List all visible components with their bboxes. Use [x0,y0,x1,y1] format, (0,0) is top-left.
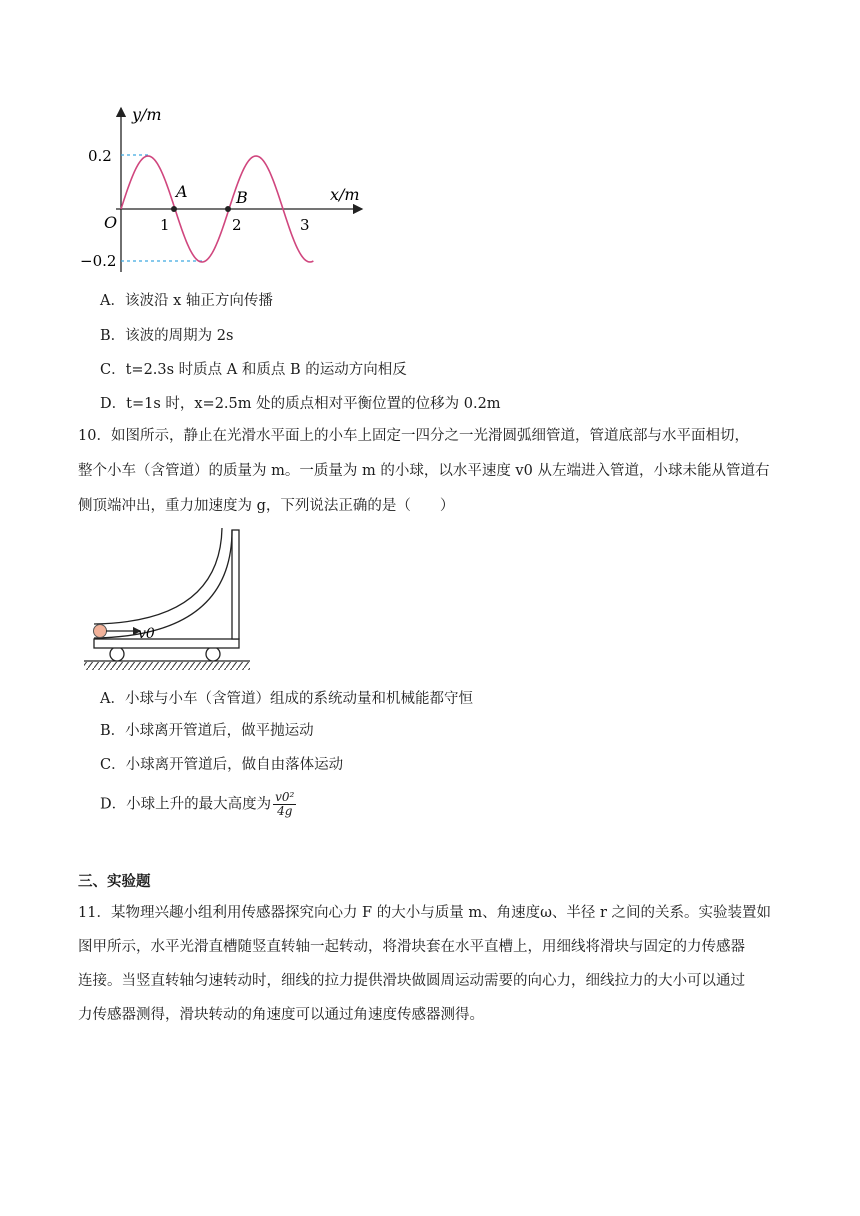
q11-line1: 11．某物理兴趣小组利用传感器探究向心力 F 的大小与质量 m、角速度ω、半径 r 之间的关系。实验装置如 [78,905,772,921]
x-tick-3: 3 [300,216,310,234]
fraction-denominator: 4g [277,804,293,818]
ball [94,625,107,638]
point-a-dot [171,206,177,212]
y-tick-top: 0.2 [88,147,112,165]
q10-option-a: A．小球与小车（含管道）组成的系统动量和机械能都守恒 [100,691,473,707]
q11-line2: 图甲所示，水平光滑直槽随竖直转轴一起转动，将滑块套在水平直槽上，用细线将滑块与固定的力传感器 [78,939,745,955]
cart-post [232,530,239,639]
fraction-numerator: v0² [275,790,295,804]
q9-option-a: A．该波沿 x 轴正方向传播 [100,293,273,309]
ground-hatch [84,662,250,670]
x-axis-label: x/m [330,185,360,204]
point-b-dot [225,206,231,212]
velocity-label: v0 [138,626,155,642]
wheel-right [206,647,220,661]
q10-stem-line2: 整个小车（含管道）的质量为 m。一质量为 m 的小球，以水平速度 v0 从左端进入管道，小球未能从管道右 [78,463,770,479]
cart-base [94,639,239,648]
x-tick-1: 1 [160,216,170,234]
q11-line4: 力传感器测得，滑块转动的角速度可以通过角速度传感器测得。 [78,1007,484,1023]
q10-stem-line3: 侧顶端冲出，重力加速度为 g，下列说法正确的是（ ） [78,498,455,514]
point-b-label: B [236,188,248,207]
q9-option-c: C．t=2.3s 时质点 A 和质点 B 的运动方向相反 [100,362,407,378]
wave-figure [80,100,380,280]
q11-line3: 连接。当竖直转轴匀速转动时，细线的拉力提供滑块做圆周运动需要的向心力，细线拉力的大小可以通过 [78,973,745,989]
q10-option-c: C．小球离开管道后，做自由落体运动 [100,757,344,773]
q10-option-d-text: D．小球上升的最大高度为 [100,796,272,813]
section-title: 三、实验题 [78,873,151,890]
q9-option-d: D．t=1s 时，x=2.5m 处的质点相对平衡位置的位移为 0.2m [100,396,501,412]
tube-inner [94,530,232,638]
wheel-left [110,647,124,661]
q10-option-d [100,791,296,818]
q10-option-b: B．小球离开管道后，做平抛运动 [100,723,314,739]
max-height-fraction [273,791,296,818]
tube-outer [94,528,222,624]
q9-option-b: B．该波的周期为 2s [100,328,234,344]
origin-label: O [104,213,118,232]
q10-stem-line1: 10．如图所示，静止在光滑水平面上的小车上固定一四分之一光滑圆弧细管道，管道底部与水平面相切， [78,428,749,444]
y-axis-label: y/m [132,105,162,124]
y-tick-bottom: −0.2 [80,252,117,270]
point-a-label: A [176,182,188,201]
cart-figure [82,524,252,674]
x-tick-2: 2 [232,216,242,234]
